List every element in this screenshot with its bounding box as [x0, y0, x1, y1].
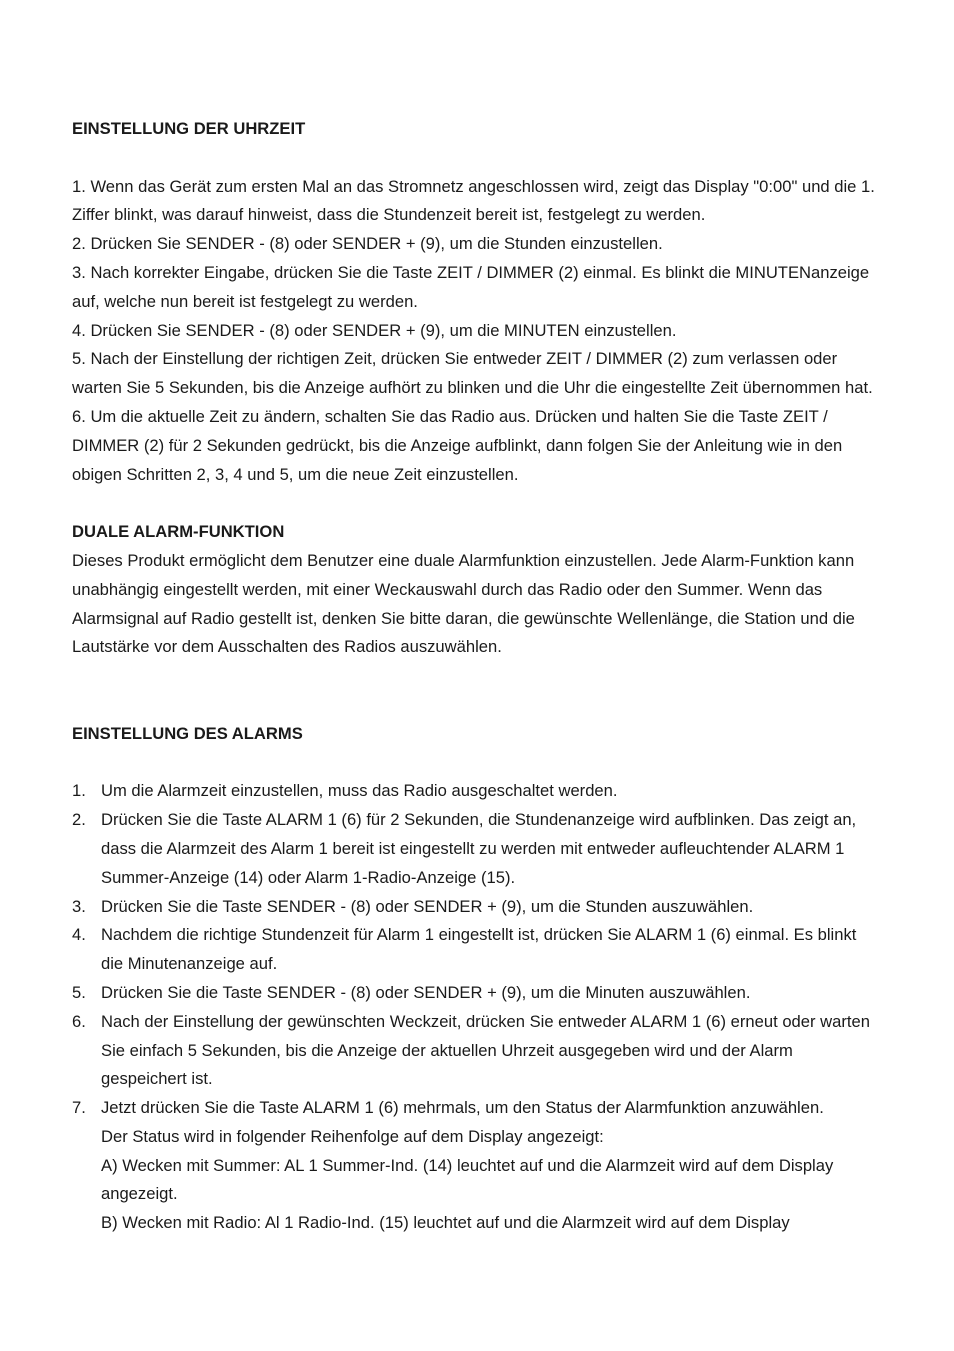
list-item [72, 979, 878, 1008]
section-heading-time-setting: EINSTELLUNG DER UHRZEIT [72, 119, 306, 138]
list-item [72, 777, 878, 806]
list-item [72, 1094, 878, 1238]
spacer [72, 144, 878, 173]
time-step-2: 2. Drücken Sie SENDER - (8) oder SENDER + (9), um die Stunden einzustellen. [72, 234, 663, 254]
list-item-number: 7. [72, 1098, 86, 1118]
list-item-number: 5. [72, 982, 86, 1002]
list-item-number: 2. [72, 810, 86, 830]
list-item-text: Um die Alarmzeit einzustellen, muss das Radio ausgeschaltet werden. [101, 781, 618, 801]
spacer [72, 749, 878, 778]
list-item-number: 3. [72, 896, 86, 916]
spacer [72, 489, 878, 518]
time-step-6: 6. Um die aktuelle Zeit zu ändern, schalten Sie das Radio aus. Drücken und halten Sie die Taste ZEIT / DIMMER (2) für 2 Sekunden gedrückt, bis die Anzeige aufblinkt, dann folgen Sie der Anleitung wie in den obigen Schritten 2, 3, 4 und 5, um die neue Zeit einzustellen. [72, 406, 843, 484]
list-item-number: 1. [72, 781, 86, 801]
list-item-number: 4. [72, 925, 86, 945]
list-item-number: 6. [72, 1011, 86, 1031]
time-step-3: 3. Nach korrekter Eingabe, drücken Sie die Taste ZEIT / DIMMER (2) einmal. Es blinkt die MINUTENanzeige auf, welche nun bereit ist festgelegt zu werden. [72, 262, 870, 311]
document-page [72, 115, 878, 1238]
alarm-steps-list [72, 777, 878, 1238]
list-item [72, 921, 878, 979]
list-item-subline: A) Wecken mit Summer: AL 1 Summer-Ind. (14) leuchtet auf und die Alarmzeit wird auf dem Display angezeigt. [101, 1155, 834, 1204]
section-heading-dual-alarm: DUALE ALARM-FUNKTION [72, 522, 285, 542]
time-step-1: 1. Wenn das Gerät zum ersten Mal an das Stromnetz angeschlossen wird, zeigt das Display "0:00" und die 1. Ziffer blinkt, was darauf hinweist, dass die Stundenzeit bereit ist, festgelegt zu werden. [72, 176, 875, 225]
time-step-5: 5. Nach der Einstellung der richtigen Zeit, drücken Sie entweder ZEIT / DIMMER (2) zum verlassen oder warten Sie 5 Sekunden, bis die Anzeige aufhört zu blinken und die Uhr die eingestellte Zeit übernommen hat. [72, 349, 873, 398]
list-item-text: Drücken Sie die Taste SENDER - (8) oder SENDER + (9), um die Stunden auszuwählen. [101, 896, 754, 916]
list-item-text: Drücken Sie die Taste SENDER - (8) oder SENDER + (9), um die Minuten auszuwählen. [101, 982, 751, 1002]
section-heading-alarm-setting: EINSTELLUNG DES ALARMS [72, 723, 303, 743]
dual-alarm-description: Dieses Produkt ermöglicht dem Benutzer eine duale Alarmfunktion einzustellen. Jede Alarm-Funktion kann unabhängig eingestellt werden, mit einer Weckauswahl durch das Radio oder den Summer. Wenn das Alarmsignal auf Radio gestellt ist, denken Sie bitte daran, die gewünschte Wellenlänge, die Station und die Lautstärke vor dem Ausschalten des Radios auszuwählen. [72, 550, 855, 657]
list-item-text: Nach der Einstellung der gewünschten Weckzeit, drücken Sie entweder ALARM 1 (6) erneut oder warten Sie einfach 5 Sekunden, bis die Anzeige der aktuellen Uhrzeit ausgegeben wird und der Alarm gespeichert ist. [101, 1011, 870, 1089]
list-item-text: Drücken Sie die Taste ALARM 1 (6) für 2 Sekunden, die Stundenanzeige wird aufblinken. Das zeigt an, dass die Alarmzeit des Alarm 1 bereit ist eingestellt zu werden mit entweder aufleuchtender ALARM 1 Summer-Anzeige (14) oder Alarm 1-Radio-Anzeige (15). [101, 810, 857, 887]
list-item-subline: B) Wecken mit Radio: Al 1 Radio-Ind. (15) leuchtet auf und die Alarmzeit wird auf dem Display [101, 1213, 790, 1233]
list-item [72, 893, 878, 922]
spacer [72, 662, 878, 720]
list-item-subline: Der Status wird in folgender Reihenfolge auf dem Display angezeigt: [101, 1126, 604, 1146]
list-item [72, 806, 878, 892]
list-item-text: Jetzt drücken Sie die Taste ALARM 1 (6) mehrmals, um den Status der Alarmfunktion anzuwählen. [101, 1098, 824, 1118]
list-item-text: Nachdem die richtige Stundenzeit für Alarm 1 eingestellt ist, drücken Sie ALARM 1 (6) einmal. Es blinkt die Minutenanzeige auf. [101, 925, 857, 974]
list-item [72, 1008, 878, 1094]
time-step-4: 4. Drücken Sie SENDER - (8) oder SENDER + (9), um die MINUTEN einzustellen. [72, 320, 677, 340]
